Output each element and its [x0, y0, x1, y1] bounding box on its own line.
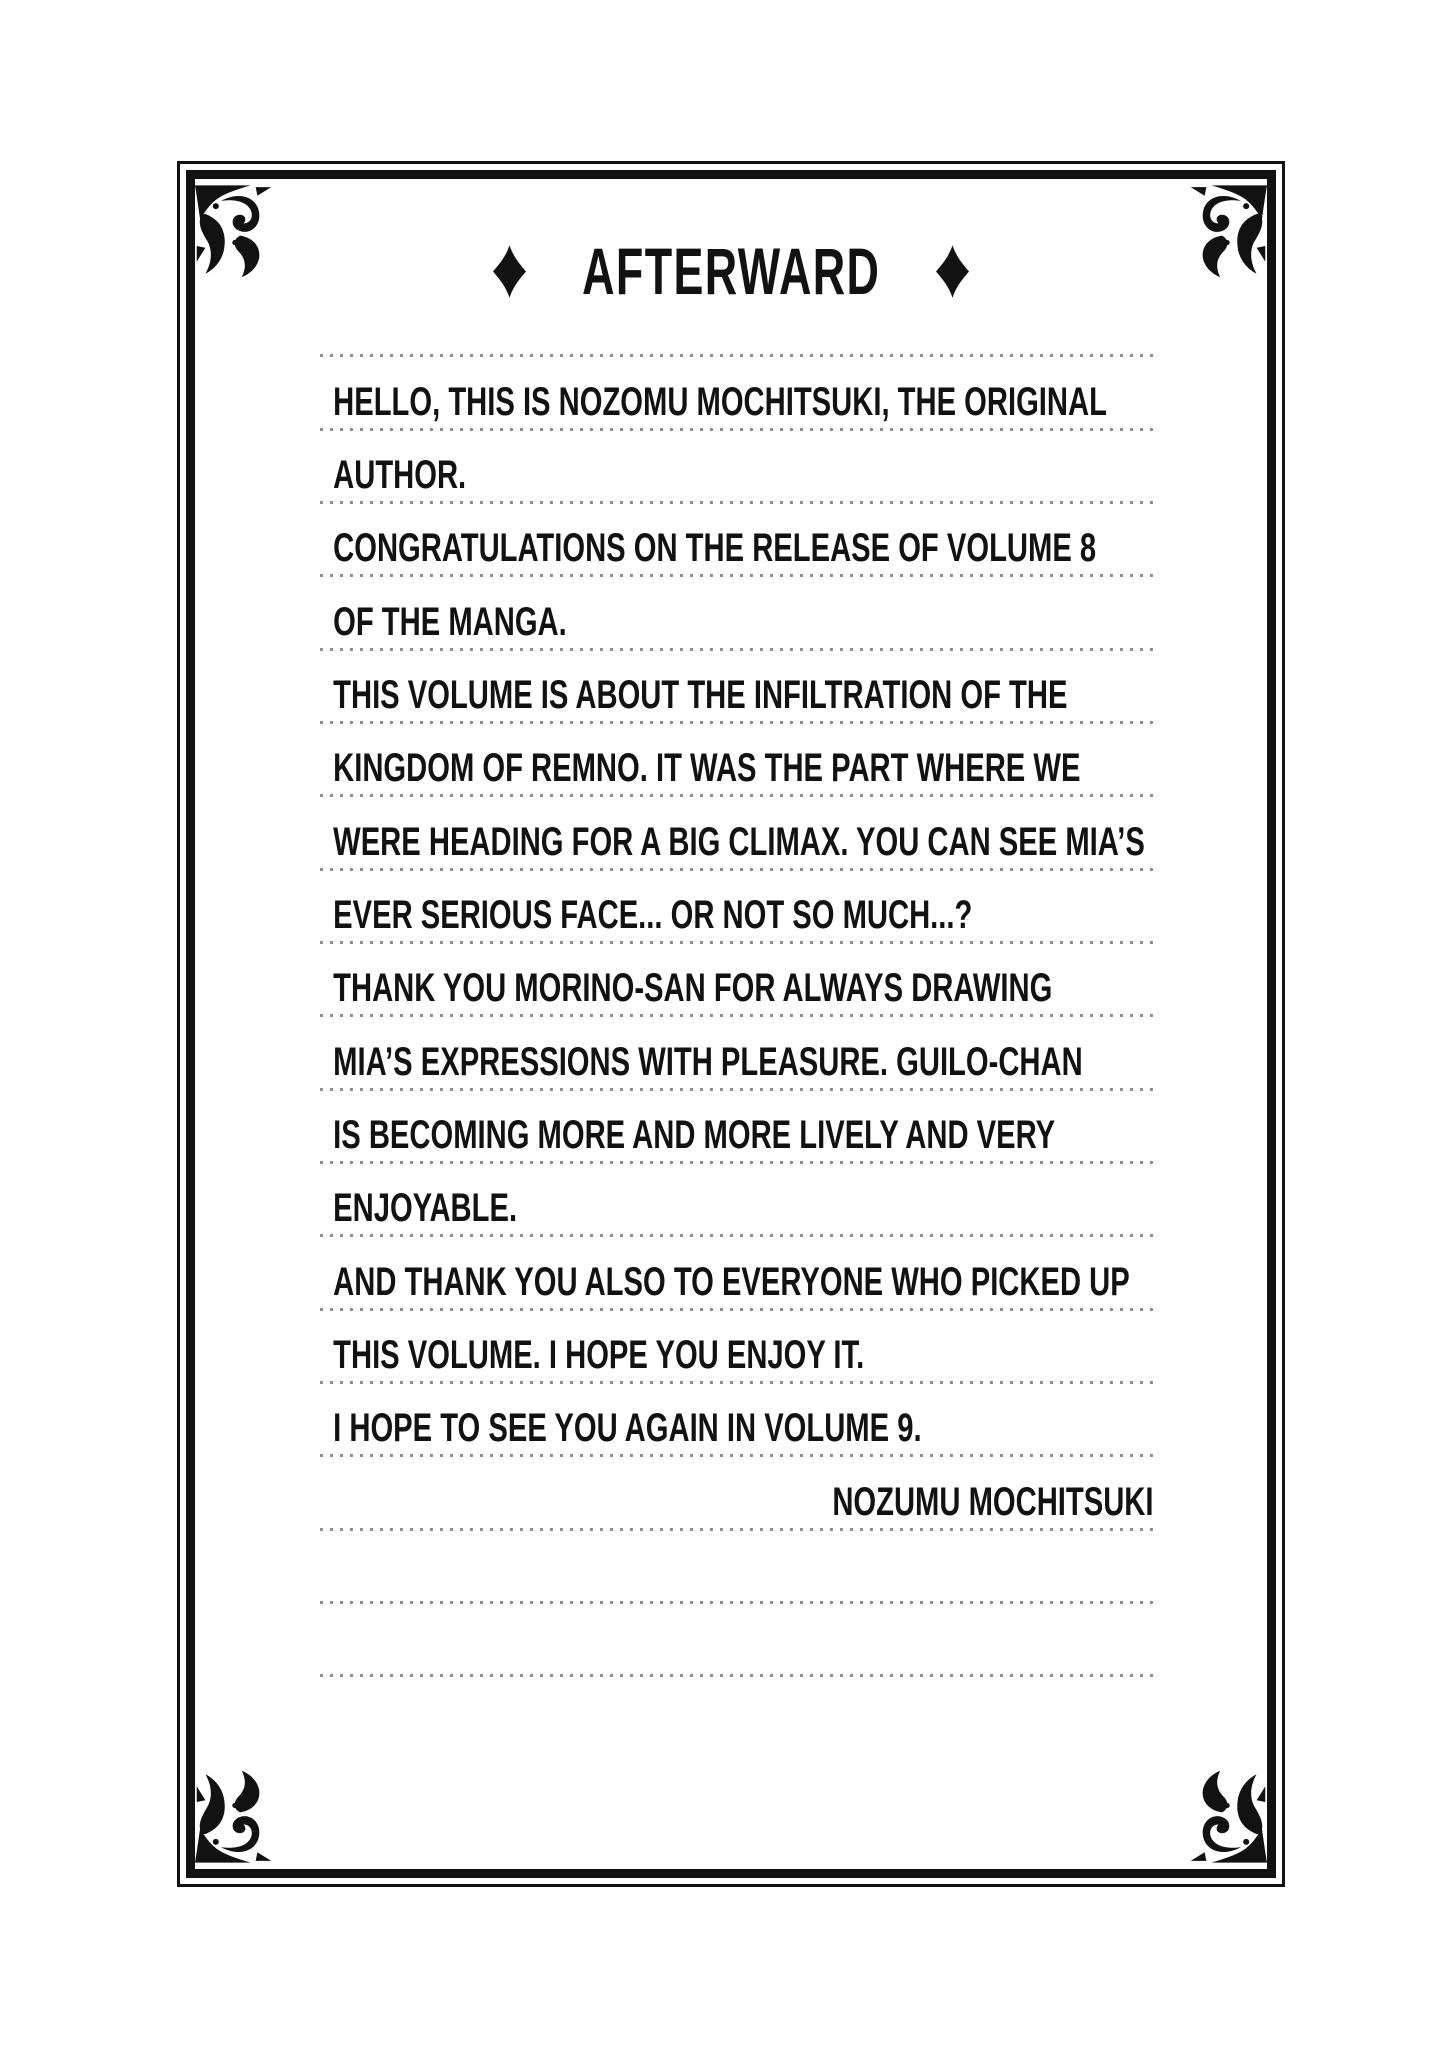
ruled-line — [320, 944, 1155, 1017]
ruled-line — [320, 577, 1155, 650]
ruled-line — [320, 1311, 1155, 1384]
line-text: KINGDOM OF REMNO. IT WAS THE PART WHERE WE — [333, 746, 1081, 791]
ruled-line — [320, 1531, 1155, 1604]
line-text: THIS VOLUME. I HOPE YOU ENJOY IT. — [333, 1332, 865, 1377]
page-border-frame — [177, 161, 1285, 1887]
line-text: AUTHOR. — [333, 452, 467, 497]
corner-flourish-icon — [1189, 1761, 1267, 1869]
ruled-line — [320, 431, 1155, 504]
line-text: MIA’S EXPRESSIONS WITH PLEASURE. GUILO-CHAN — [333, 1039, 1083, 1084]
line-text: I HOPE TO SEE YOU AGAIN IN VOLUME 9. — [333, 1406, 922, 1451]
line-text: HELLO, THIS IS NOZOMU MOCHITSUKI, THE ORIGINAL — [333, 379, 1107, 424]
line-text: IS BECOMING MORE AND MORE LIVELY AND VERY — [333, 1112, 1056, 1157]
ruled-line — [320, 1604, 1155, 1677]
line-text: AND THANK YOU ALSO TO EVERYONE WHO PICKED UP — [333, 1259, 1130, 1304]
ruled-line — [320, 651, 1155, 724]
line-text: WERE HEADING FOR A BIG CLIMAX. YOU CAN SEE MIA’S — [333, 819, 1145, 864]
ruled-line — [320, 724, 1155, 797]
ruled-line — [320, 1164, 1155, 1237]
page-title: AFTERWARD — [581, 234, 881, 308]
line-text: ENJOYABLE. — [333, 1186, 518, 1231]
line-text: EVER SERIOUS FACE... OR NOT SO MUCH...? — [333, 892, 973, 937]
ruled-line — [320, 871, 1155, 944]
ruled-line — [320, 357, 1155, 430]
ruled-line — [320, 1017, 1155, 1090]
corner-flourish-icon — [195, 1761, 273, 1869]
ruled-line — [320, 1457, 1155, 1530]
line-text: THANK YOU MORINO-SAN FOR ALWAYS DRAWING — [333, 966, 1053, 1011]
ruled-lines — [320, 284, 1155, 1677]
ruled-line — [320, 284, 1155, 357]
ruled-line — [320, 1237, 1155, 1310]
line-text: THIS VOLUME IS ABOUT THE INFILTRATION OF THE — [333, 672, 1068, 717]
ruled-line — [320, 1384, 1155, 1457]
ruled-line — [320, 797, 1155, 870]
ruled-line — [320, 504, 1155, 577]
ruled-line — [320, 1091, 1155, 1164]
line-text: OF THE MANGA. — [333, 599, 567, 644]
line-text: NOZUMU MOCHITSUKI — [832, 1479, 1154, 1524]
line-text: CONGRATULATIONS ON THE RELEASE OF VOLUME 8 — [333, 526, 1097, 571]
